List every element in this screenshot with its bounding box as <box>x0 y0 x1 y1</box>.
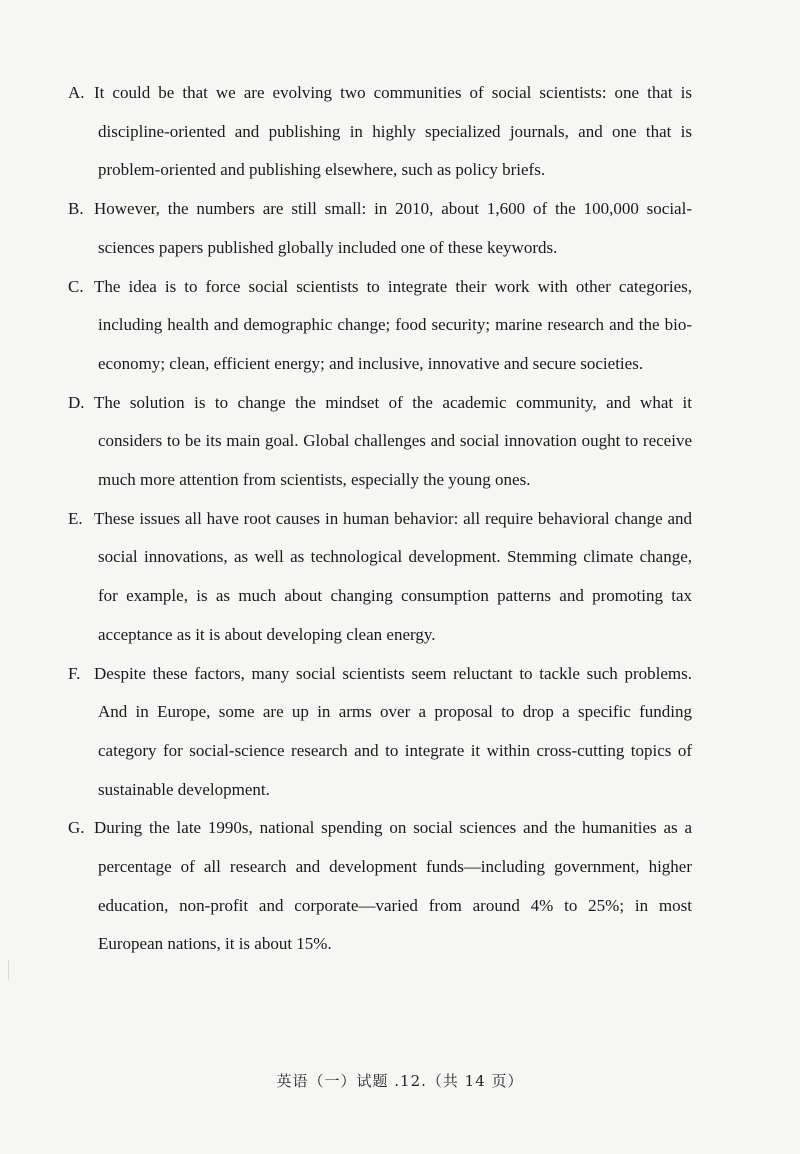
option-text: These issues all have root causes in human behavior: all require behavioral change and social innovations, as well as technological development. Stemming climate change, for example, is as much about changing consumption patterns and promoting tax acceptance as it is about developing clean energy. <box>94 508 692 644</box>
option-a <box>68 74 692 190</box>
option-letter: C. <box>68 276 84 296</box>
option-text: During the late 1990s, national spending on social sciences and the humanities as a percentage of all research and development funds—including government, higher education, non-profit and corporate—varied from around 4% to 25%; in most European nations, it is about 15%. <box>94 818 692 954</box>
option-f <box>68 655 692 810</box>
option-d <box>68 384 692 500</box>
page-footer: 英语（一）试题 .12.（共 14 页） <box>276 1072 524 1090</box>
option-letter: D. <box>68 392 85 412</box>
scan-margin-mark <box>8 960 9 980</box>
option-letter: F. <box>68 663 81 683</box>
option-text: The solution is to change the mindset of the academic community, and what it considers to be its main goal. Global challenges and social innovation ought to receive much more attention from scientists, especially the young ones. <box>94 392 692 490</box>
option-text: However, the numbers are still small: in 2010, about 1,600 of the 100,000 social-sciences papers published globally included one of these keywords. <box>94 199 692 257</box>
option-b <box>68 190 692 267</box>
option-letter: B. <box>68 199 84 219</box>
option-letter: A. <box>68 83 85 102</box>
option-text: Despite these factors, many social scientists seem reluctant to tackle such problems. And in Europe, some are up in arms over a proposal to drop a specific funding category for social-science research and to integrate it within cross-cutting topics of sustainable development. <box>94 663 692 799</box>
option-letter: E. <box>68 508 83 528</box>
option-g <box>68 809 692 964</box>
option-e <box>68 500 692 655</box>
option-text: The idea is to force social scientists to integrate their work with other categories, including health and demographic change; food security; marine research and the bio-economy; clean, efficient energy; and inclusive, innovative and secure societies. <box>94 276 692 373</box>
option-letter: G. <box>68 818 85 838</box>
option-text: It could be that we are evolving two communities of social scientists: one that is discipline-oriented and publishing in highly specialized journals, and one that is problem-oriented and publishing elsewhere, such as policy briefs. <box>94 83 692 180</box>
options-list <box>68 74 692 964</box>
option-c <box>68 268 692 384</box>
